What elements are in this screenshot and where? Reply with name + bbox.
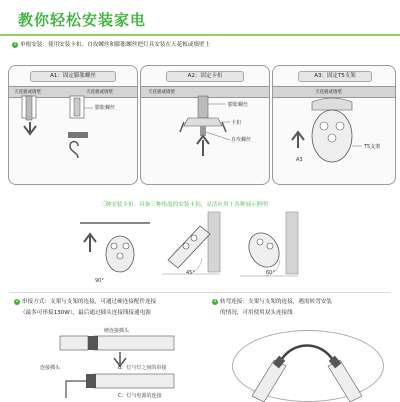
expansion-screw-right — [74, 98, 80, 116]
expansion-screw — [198, 96, 208, 118]
ceiling-a1-right-label: 天花板或墙壁 — [86, 90, 113, 95]
step2-line2: （最多可串接130W），最后通过插头连接线接通电源 — [20, 310, 151, 316]
step2-line1: 串接方式：支架与支架的连接，可通过硬连接配件连接 — [22, 299, 157, 305]
power-cable — [66, 381, 86, 398]
clip-heading: 三种安装卡扣：具备三种角度的安装卡扣，灵活应用于各种展示照明 — [100, 202, 268, 208]
bracket-profile-60 — [243, 227, 285, 272]
t5-fixture-3 — [94, 374, 174, 388]
step2-number: 2 — [15, 298, 19, 304]
section-divider — [10, 292, 390, 293]
clip-angle-60: 60° — [266, 270, 275, 276]
arrow-up-icon — [292, 132, 304, 148]
step3-drawing — [232, 330, 382, 400]
step1-heading — [12, 40, 210, 48]
hammer-icon — [70, 142, 78, 159]
step2-label-b: B：灯与灯之间的串接 — [118, 365, 167, 371]
clip-45-drawing — [160, 212, 230, 284]
mount-clip — [184, 118, 222, 126]
step3-number: 3 — [213, 298, 217, 304]
a3-tag: A3 — [296, 157, 303, 163]
arrow-up-icon — [84, 234, 96, 252]
clip-angle-45: 45° — [186, 270, 195, 276]
clip-angle-90: 90° — [95, 278, 104, 284]
panel-a2-label: A2：固定卡扣 — [166, 71, 244, 82]
plug-connector — [86, 374, 96, 388]
t5-fixture-left — [252, 360, 286, 402]
step2-heading — [14, 297, 156, 305]
step2-label-hard-plug: 硬连接插头 — [104, 328, 130, 334]
a3-callout: T5支架 — [364, 144, 381, 150]
a3-drawing — [272, 96, 394, 176]
step2-label-c: C：灯与电源的连接 — [118, 393, 162, 399]
step3-heading — [212, 297, 332, 305]
arrow-up-icon — [24, 122, 36, 134]
step1-number: 1 — [13, 41, 17, 47]
expansion-screw-left — [26, 96, 32, 120]
page-title: 教你轻松安装家电 — [18, 11, 147, 29]
t5-fixture-right — [328, 360, 362, 402]
a2-callout-screw: 自攻螺丝 — [231, 137, 252, 143]
title-underline — [0, 34, 400, 36]
drill-icon — [68, 132, 88, 138]
step3-line2: 的情况，可用使用双头连接线 — [220, 310, 293, 316]
clip-mount — [312, 98, 352, 110]
ceiling-a2-label: 天花板或墙壁 — [148, 90, 175, 95]
clip-90-drawing — [80, 218, 150, 286]
step1-text: 单根安装：使用安装卡扣、自攻螺丝和膨胀螺丝把灯具安装在天花板或墙壁上 — [20, 42, 211, 48]
panel-a3-label: A3：固定T5支架 — [298, 71, 372, 82]
a2-callout-expansion: 膨胀螺丝 — [228, 102, 249, 108]
step2-label-plug: 连接插头 — [40, 365, 61, 371]
a1-callout: 膨胀螺丝 — [95, 105, 116, 111]
a2-callout-clip: 卡扣 — [231, 120, 242, 126]
double-head-cable — [280, 346, 334, 363]
t5-fixture-1 — [94, 336, 174, 350]
panel-a1-label: A1：固定膨胀螺丝 — [30, 71, 116, 82]
arrow-up-icon — [197, 136, 209, 156]
step3-line1: 转弯连接：支架与支架的连接，遇需转弯安装 — [220, 299, 332, 305]
t5-fixture-2 — [60, 336, 88, 350]
a1-drawing — [8, 96, 136, 176]
ceiling-a1-left-label: 天花板或墙壁 — [14, 90, 41, 95]
ceiling-a3-label: 天花板或墙壁 — [315, 90, 342, 95]
